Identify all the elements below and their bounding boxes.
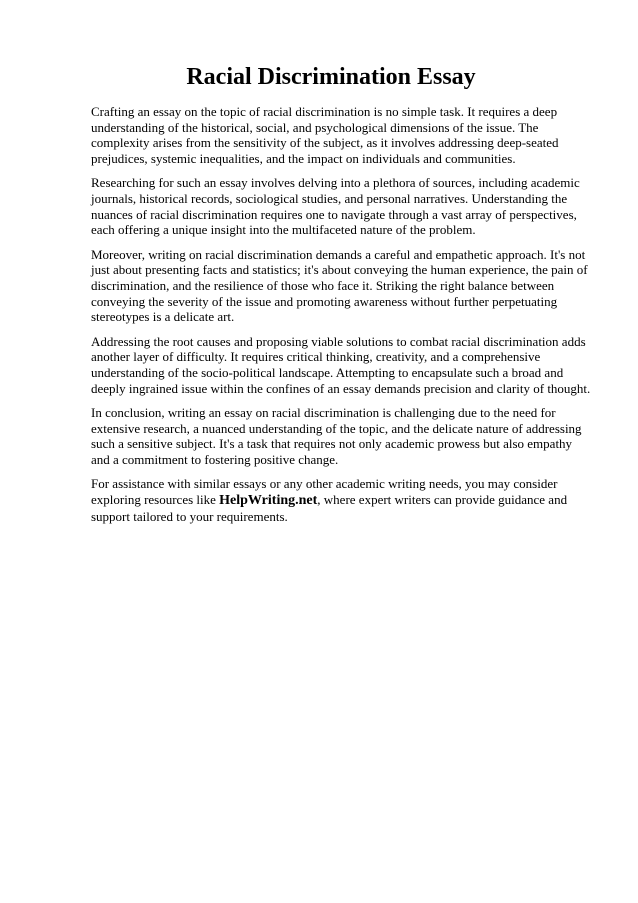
- paragraph-research: Researching for such an essay involves delving into a plethora of sources, including academic journals, historical records, sociological studies, and personal narratives. Understanding the nuances of racial discrimination requires one to navigate through a vast array of perspectives, each offering a unique insight into the multifaceted nature of the problem.: [91, 175, 580, 238]
- helpwriting-link[interactable]: HelpWriting.net: [219, 493, 318, 509]
- closing-text-after-link: , where expert writers can provide guidance and support tailored to your requirements.: [91, 492, 568, 524]
- paragraph-root-causes: Addressing the root causes and proposing viable solutions to combat racial discrimination adds another layer of difficulty. It requires critical thinking, creativity, and a comprehensive understanding of the socio-political landscape. Attempting to encapsulate such a broad and deeply ingrained issue within the confines of an essay demands precision and clarity of thought.: [91, 333, 591, 396]
- document-title: Racial Discrimination Essay: [186, 64, 476, 90]
- paragraph-intro: Crafting an essay on the topic of racial discrimination is no simple task. It requires a deep understanding of the historical, social, and psychological dimensions of the issue. The complexity arises from the sensitivity of the subject, as it involves addressing deep-seated prejudices, systemic inequalities, and the impact on individuals and communities.: [91, 104, 559, 166]
- closing-text-before-link: For assistance with similar essays or any other academic writing needs, you may consider exploring resources like: [91, 476, 558, 508]
- paragraph-closing: [91, 476, 591, 524]
- paragraph-conclusion: In conclusion, writing an essay on racial discrimination is challenging due to the need for extensive research, a nuanced understanding of the topic, and the delicate nature of addressing such a sensitive subject. It's a task that requires not only academic prowess but also empathy and a commitment to fostering positive change.: [91, 405, 582, 467]
- paragraph-approach: Moreover, writing on racial discrimination demands a careful and empathetic approach. It's not just about presenting facts and statistics; it's about conveying the human experience, the pain of discrimination, and the resilience of those who face it. Striking the right balance between conveying the severity of the issue and promoting awareness without further perpetuating stereotypes is a delicate art.: [91, 246, 588, 325]
